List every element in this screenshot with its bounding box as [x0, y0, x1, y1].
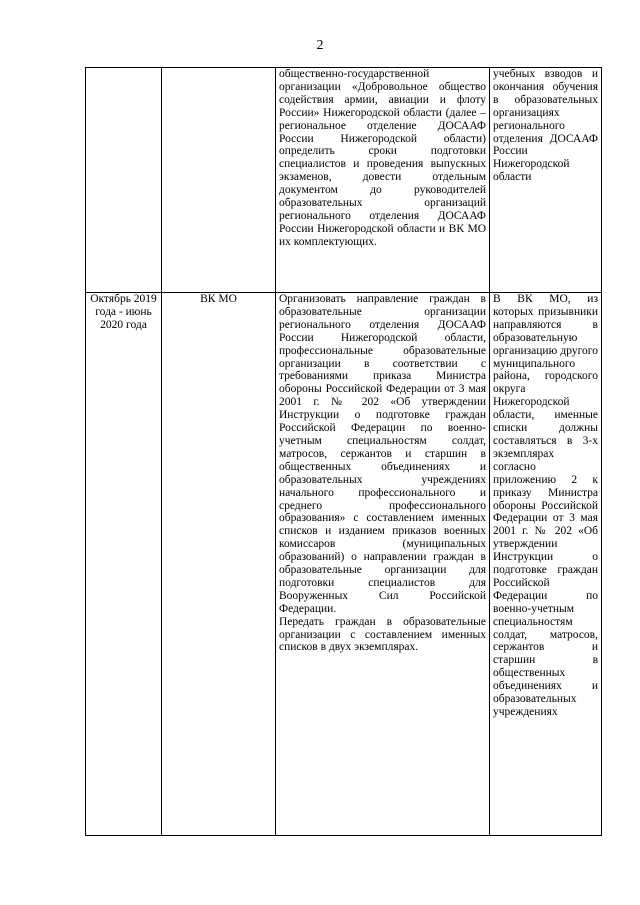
- period-cell: [86, 293, 162, 836]
- page-number: 2: [316, 38, 324, 53]
- action-cell: [276, 68, 490, 293]
- executor-cell: [162, 68, 276, 293]
- note-cell: [490, 68, 602, 293]
- note-text: В ВК МО, из которых призывники направляются в образовательную организацию другого муниципального района, городского округа Нижегородской области, именные списки должны составляться в 3-х экземплярах согласно приложению 2 к приказу Министра обороны Российской Федерации от 3 мая 2001 г. № 202 «Об утверждении Инструкции о подготовке граждан Российской Федерации по военно-учетным специальностям солдат, матросов, сержантов и старшин в общественных объединениях и образовательных учреждениях: [493, 293, 598, 718]
- action-paragraph-1: Организовать направление граждан в образовательные организации регионального отделения ДОСААФ России Нижегородской области, профессиональные образовательные организации в соответствии с требованиями приказа Министра обороны Российской Федерации от 3 мая 2001 г. № 202 «Об утверждении Инструкции о подготовке граждан Российской Федерации по военно-учетным специальностям солдат, матросов, сержантов и старшин в общественных объединениях и образовательных учреждениях начального профессионального и среднего профессионального образования» с составлением именных списков и изданием приказов военных комиссаров (муниципальных образований) о направлении граждан в образовательные организации для подготовки специалистов для Вооруженных Сил Российской Федерации.: [279, 293, 486, 615]
- action-text: общественно-государственной организации «Добровольное общество содействия армии, авиации и флоту России» Нижегородской области (далее – региональное отделение ДОСААФ России Нижегородской области) определить сроки подготовки специалистов и проведения выпускных экзаменов, довести отдельным документом до руководителей образовательных организаций регионального отделения ДОСААФ России Нижегородской области и ВК МО их комплектующих.: [279, 68, 486, 248]
- action-paragraph-2: Передать граждан в образовательные организации с составлением именных списков в двух экземплярах.: [279, 615, 486, 654]
- note-cell: [490, 293, 602, 836]
- period-text: Октябрь 2019 года - июнь 2020 года: [90, 293, 157, 331]
- table-row: [86, 68, 602, 293]
- table-row: [86, 293, 602, 836]
- action-cell: [276, 293, 490, 836]
- executor-cell: [162, 293, 276, 836]
- executor-text: ВК МО: [200, 293, 237, 305]
- period-cell: [86, 68, 162, 293]
- note-text: учебных взводов и окончания обучения в образовательных организациях регионального отделения ДОСААФ России Нижегородской области: [493, 68, 598, 184]
- plan-table: [85, 67, 602, 836]
